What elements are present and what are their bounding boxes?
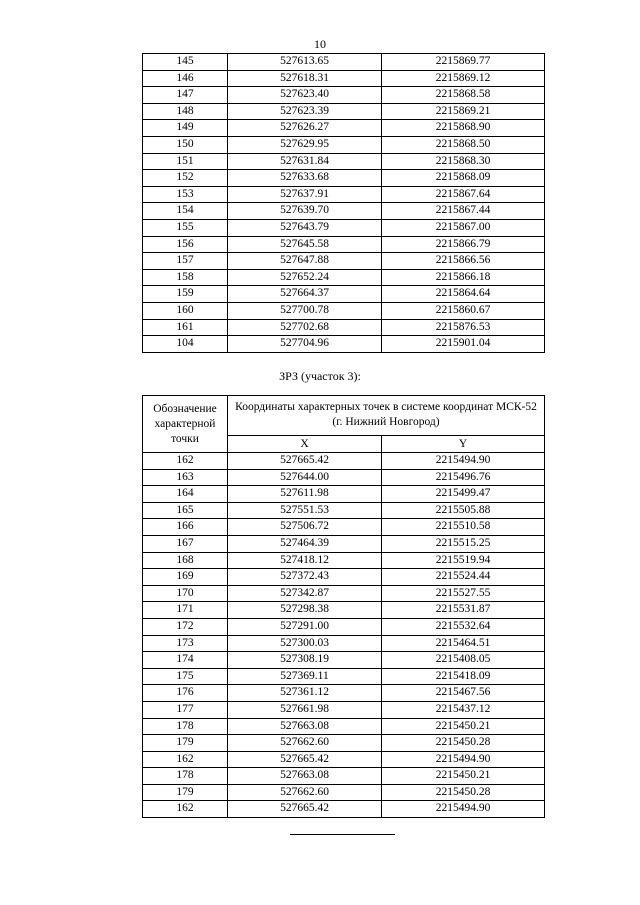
point-id-cell: 146 [143,70,228,87]
x-coordinate-cell: 527665.42 [228,801,382,818]
x-coordinate-cell: 527291.00 [228,618,382,635]
point-id-cell: 154 [143,203,228,220]
table-row [143,735,545,752]
y-coordinate-cell: 2215496.76 [382,469,545,486]
x-coordinate-cell: 527663.08 [228,768,382,785]
point-id-cell: 173 [143,635,228,652]
y-coordinate-cell: 2215860.67 [382,302,545,319]
table-row [143,768,545,785]
y-coordinate-cell: 2215467.56 [382,685,545,702]
x-coordinate-cell: 527626.27 [228,120,382,137]
x-coordinate-cell: 527662.60 [228,784,382,801]
point-id-cell: 145 [143,54,228,71]
x-coordinate-cell: 527631.84 [228,153,382,170]
point-id-cell: 177 [143,701,228,718]
x-coordinate-cell: 527663.08 [228,718,382,735]
x-coordinate-cell: 527464.39 [228,535,382,552]
y-coordinate-cell: 2215510.58 [382,519,545,536]
table-row [143,153,545,170]
y-coordinate-cell: 2215494.90 [382,453,545,470]
y-coordinate-cell: 2215868.09 [382,170,545,187]
x-coordinate-cell: 527700.78 [228,302,382,319]
x-coordinate-cell: 527643.79 [228,219,382,236]
page-number: 10 [314,37,326,51]
point-id-cell: 159 [143,286,228,303]
point-id-cell: 176 [143,685,228,702]
x-coordinate-cell: 527369.11 [228,668,382,685]
x-coordinate-cell: 527361.12 [228,685,382,702]
table-row [143,453,545,470]
table-row [143,269,545,286]
y-coordinate-cell: 2215450.28 [382,735,545,752]
y-coordinate-cell: 2215524.44 [382,569,545,586]
point-id-cell: 153 [143,186,228,203]
x-coordinate-cell: 527664.37 [228,286,382,303]
table-row [143,784,545,801]
point-id-cell: 161 [143,319,228,336]
point-id-cell: 164 [143,486,228,503]
x-coordinate-cell: 527342.87 [228,585,382,602]
x-coordinate-cell: 527665.42 [228,453,382,470]
y-coordinate-cell: 2215868.50 [382,136,545,153]
table-row [143,136,545,153]
y-coordinate-cell: 2215869.12 [382,70,545,87]
point-id-cell: 168 [143,552,228,569]
x-coordinate-cell: 527645.58 [228,236,382,253]
table-row [143,635,545,652]
x-coordinate-cell: 527300.03 [228,635,382,652]
point-id-cell: 174 [143,652,228,669]
y-coordinate-cell: 2215876.53 [382,319,545,336]
point-id-cell: 172 [143,618,228,635]
x-coordinate-cell: 527623.39 [228,103,382,120]
table-row [143,236,545,253]
table-row [143,120,545,137]
y-coordinate-cell: 2215531.87 [382,602,545,619]
table-row [143,801,545,818]
y-coordinate-cell: 2215464.51 [382,635,545,652]
point-id-cell: 160 [143,302,228,319]
y-coordinate-cell: 2215532.64 [382,618,545,635]
table-header [143,396,545,453]
table-row [143,219,545,236]
x-coordinate-cell: 527372.43 [228,569,382,586]
footer-divider [290,834,395,835]
x-coordinate-cell: 527637.91 [228,186,382,203]
table-row [143,751,545,768]
table-row [143,319,545,336]
x-coordinate-cell: 527623.40 [228,87,382,104]
point-id-cell: 158 [143,269,228,286]
x-coordinate-cell: 527629.95 [228,136,382,153]
y-coordinate-cell: 2215867.64 [382,186,545,203]
y-coordinate-cell: 2215866.79 [382,236,545,253]
y-coordinate-cell: 2215866.56 [382,253,545,270]
point-id-cell: 178 [143,768,228,785]
x-coordinate-cell: 527551.53 [228,502,382,519]
table-row [143,519,545,536]
x-coordinate-cell: 527639.70 [228,203,382,220]
point-id-cell: 163 [143,469,228,486]
point-id-cell: 152 [143,170,228,187]
table-row [143,685,545,702]
x-coordinate-cell: 527661.98 [228,701,382,718]
x-coordinate-cell: 527506.72 [228,519,382,536]
point-id-cell: 162 [143,453,228,470]
y-coordinate-cell: 2215869.21 [382,103,545,120]
point-id-cell: 148 [143,103,228,120]
y-coordinate-cell: 2215527.55 [382,585,545,602]
x-coordinate-cell: 527611.98 [228,486,382,503]
y-coordinate-cell: 2215515.25 [382,535,545,552]
table-row [143,668,545,685]
y-coordinate-cell: 2215867.44 [382,203,545,220]
point-id-cell: 104 [143,336,228,353]
point-id-cell: 169 [143,569,228,586]
table-row [143,286,545,303]
y-coordinate-cell: 2215494.90 [382,751,545,768]
x-coordinate-cell: 527644.00 [228,469,382,486]
x-coordinate-cell: 527613.65 [228,54,382,71]
x-coordinate-cell: 527665.42 [228,751,382,768]
point-id-cell: 156 [143,236,228,253]
y-coordinate-cell: 2215505.88 [382,502,545,519]
table-row [143,602,545,619]
y-coordinate-cell: 2215868.58 [382,87,545,104]
coordinates-table-body [143,453,545,818]
y-coordinate-cell: 2215418.09 [382,668,545,685]
table-row [143,718,545,735]
table-row [143,70,545,87]
point-id-cell: 178 [143,718,228,735]
table-row [143,469,545,486]
table-row [143,486,545,503]
point-id-cell: 167 [143,535,228,552]
table-row [143,302,545,319]
y-coordinate-cell: 2215450.21 [382,718,545,735]
x-coordinate-cell: 527633.68 [228,170,382,187]
point-id-cell: 149 [143,120,228,137]
point-id-cell: 179 [143,784,228,801]
header-y-label: Y [382,435,545,452]
table-row [143,569,545,586]
table-row [143,253,545,270]
point-id-cell: 162 [143,801,228,818]
y-coordinate-cell: 2215868.30 [382,153,545,170]
coordinates-table-continued [142,53,545,353]
table-row [143,552,545,569]
table-row [143,585,545,602]
table-row [143,170,545,187]
table-row [143,186,545,203]
point-id-cell: 166 [143,519,228,536]
point-id-cell: 162 [143,751,228,768]
coordinates-table-body [143,54,545,353]
y-coordinate-cell: 2215864.64 [382,286,545,303]
y-coordinate-cell: 2215408.05 [382,652,545,669]
y-coordinate-cell: 2215901.04 [382,336,545,353]
point-id-cell: 150 [143,136,228,153]
header-point-label: Обозначение характерной точки [143,396,228,453]
section-title: ЗРЗ (участок 3): [279,369,361,383]
header-x-label: X [228,435,382,452]
table-row [143,652,545,669]
point-id-cell: 175 [143,668,228,685]
y-coordinate-cell: 2215499.47 [382,486,545,503]
header-coords-label: Координаты характерных точек в системе координат МСК-52 (г. Нижний Новгород) [228,396,545,436]
y-coordinate-cell: 2215437.12 [382,701,545,718]
point-id-cell: 147 [143,87,228,104]
point-id-cell: 179 [143,735,228,752]
x-coordinate-cell: 527702.68 [228,319,382,336]
table-row [143,103,545,120]
y-coordinate-cell: 2215868.90 [382,120,545,137]
x-coordinate-cell: 527308.19 [228,652,382,669]
y-coordinate-cell: 2215494.90 [382,801,545,818]
y-coordinate-cell: 2215866.18 [382,269,545,286]
point-id-cell: 171 [143,602,228,619]
point-id-cell: 170 [143,585,228,602]
table-row [143,535,545,552]
x-coordinate-cell: 527618.31 [228,70,382,87]
table-row [143,54,545,71]
table-row [143,701,545,718]
table-row [143,502,545,519]
table-row [143,87,545,104]
point-id-cell: 155 [143,219,228,236]
y-coordinate-cell: 2215867.00 [382,219,545,236]
table-row [143,618,545,635]
x-coordinate-cell: 527647.88 [228,253,382,270]
x-coordinate-cell: 527298.38 [228,602,382,619]
x-coordinate-cell: 527418.12 [228,552,382,569]
y-coordinate-cell: 2215519.94 [382,552,545,569]
table-row [143,336,545,353]
x-coordinate-cell: 527704.96 [228,336,382,353]
point-id-cell: 165 [143,502,228,519]
y-coordinate-cell: 2215450.21 [382,768,545,785]
table-row [143,203,545,220]
point-id-cell: 151 [143,153,228,170]
point-id-cell: 157 [143,253,228,270]
coordinates-table-plot-3 [142,395,545,818]
y-coordinate-cell: 2215869.77 [382,54,545,71]
x-coordinate-cell: 527662.60 [228,735,382,752]
x-coordinate-cell: 527652.24 [228,269,382,286]
y-coordinate-cell: 2215450.28 [382,784,545,801]
